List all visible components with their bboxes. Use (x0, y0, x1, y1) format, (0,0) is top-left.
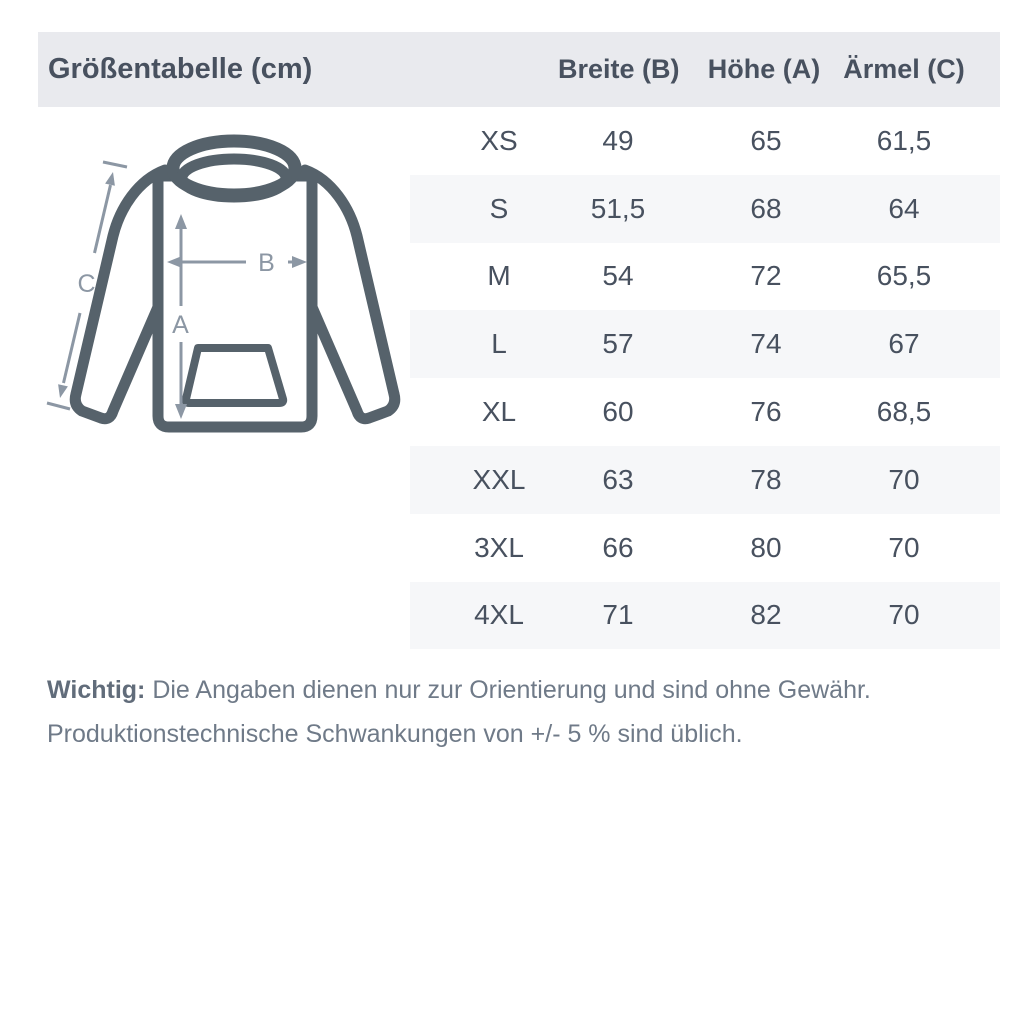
aermel-cell: 61,5 (876, 124, 932, 156)
aermel-cell: 68,5 (876, 396, 932, 428)
table-row (410, 310, 1000, 378)
column-header-aermel: Ärmel (C) (843, 54, 965, 84)
size-cell: XXL (472, 463, 526, 495)
table-row (410, 582, 1000, 650)
footer-note (47, 668, 997, 756)
table-header (38, 32, 1000, 107)
hoehe-cell: 82 (750, 599, 782, 631)
aermel-cell: 70 (888, 531, 920, 563)
breite-cell: 57 (602, 328, 634, 360)
size-table-rows (410, 107, 1000, 649)
footer-line1 (47, 668, 997, 712)
dimension-label-b: B (258, 249, 276, 277)
dimension-label-a: A (172, 311, 190, 339)
dimension-label-c: C (77, 270, 97, 298)
breite-cell: 51,5 (590, 192, 646, 224)
breite-cell: 60 (602, 396, 634, 428)
breite-cell: 49 (602, 124, 634, 156)
aermel-cell: 64 (888, 192, 920, 224)
hoehe-cell: 80 (750, 531, 782, 563)
footer-line2: Produktionstechnische Schwankungen von +/- 5 % sind üblich. (47, 720, 743, 748)
hoehe-cell: 74 (750, 328, 782, 360)
table-row (410, 514, 1000, 582)
aermel-cell: 70 (888, 599, 920, 631)
hoodie-pocket (186, 348, 283, 403)
size-cell: M (487, 260, 511, 292)
column-header-breite: Breite (B) (558, 54, 680, 84)
footer-important-label: Wichtig: (47, 676, 146, 704)
table-row (410, 378, 1000, 446)
aermel-cell: 70 (888, 463, 920, 495)
breite-cell: 66 (602, 531, 634, 563)
column-header-hoehe: Höhe (A) (707, 54, 821, 84)
aermel-cell: 65,5 (876, 260, 932, 292)
size-cell: 4XL (474, 599, 524, 631)
hoehe-cell: 65 (750, 124, 782, 156)
table-row (410, 175, 1000, 243)
hoehe-cell: 78 (750, 463, 782, 495)
hoodie-hood (173, 141, 295, 197)
breite-cell: 54 (602, 260, 634, 292)
breite-cell: 63 (602, 463, 634, 495)
size-cell: 3XL (474, 531, 524, 563)
aermel-cell: 67 (888, 328, 920, 360)
size-cell: XS (480, 124, 518, 156)
table-row (410, 107, 1000, 175)
hoehe-cell: 76 (750, 396, 782, 428)
footer-line1-text: Die Angaben dienen nur zur Orientierung und sind ohne Gewähr. (152, 676, 871, 704)
size-cell: L (491, 328, 507, 360)
size-cell: S (489, 192, 509, 224)
hoodie-diagram (40, 128, 420, 458)
table-row (410, 243, 1000, 311)
breite-cell: 71 (602, 599, 634, 631)
hoehe-cell: 72 (750, 260, 782, 292)
table-row (410, 446, 1000, 514)
size-cell: XL (481, 396, 517, 428)
hoehe-cell: 68 (750, 192, 782, 224)
page-title: Größentabelle (cm) (48, 53, 313, 85)
